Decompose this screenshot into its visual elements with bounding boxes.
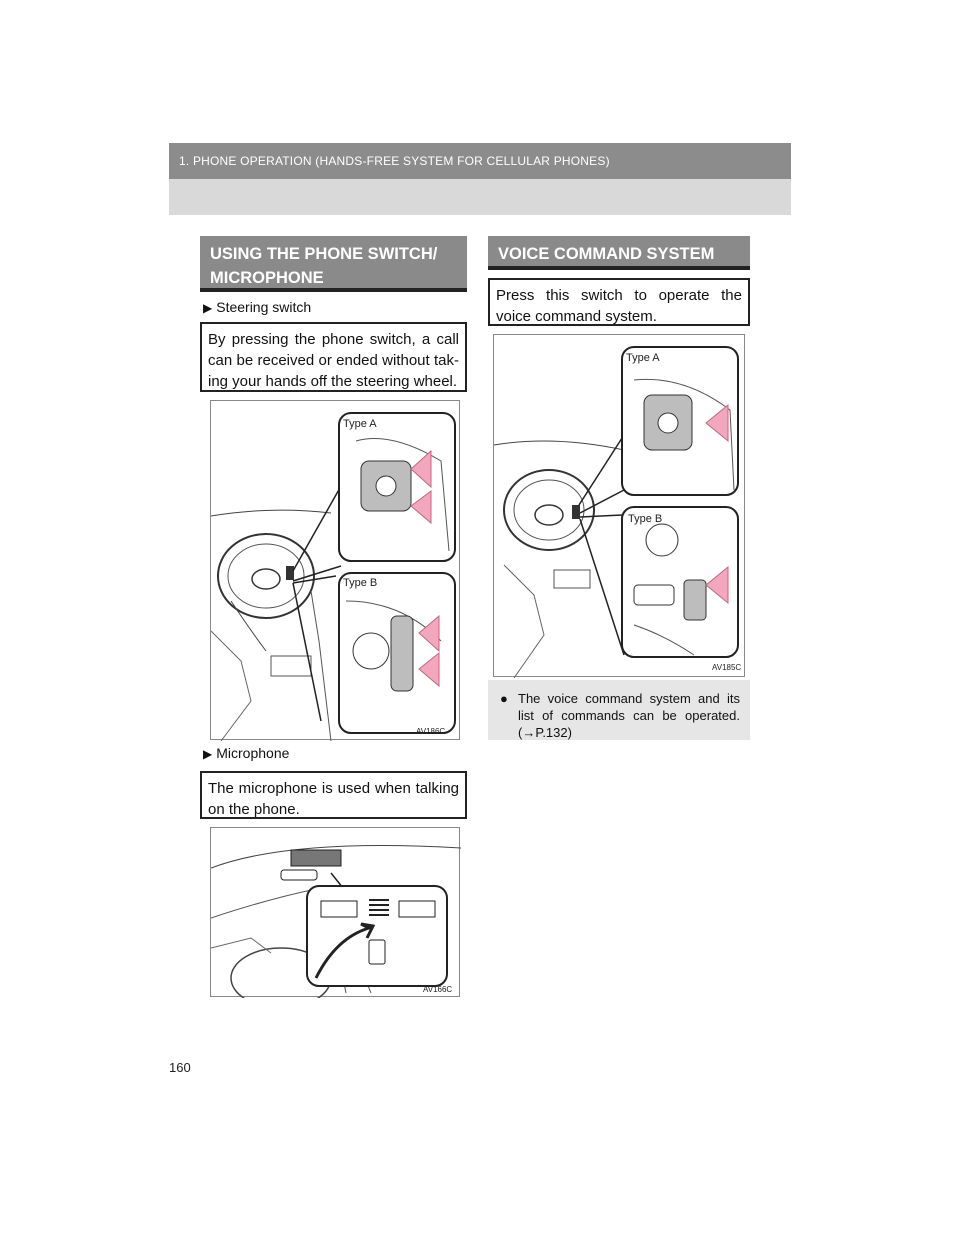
circle-bullet-icon: ● — [500, 691, 508, 706]
header-title: 1. PHONE OPERATION (HANDS-FREE SYSTEM FOR CELLULAR PHONES) — [179, 154, 610, 168]
steering-description-box: By pressing the phone switch, a call can be received or ended without tak-ing your hands off the steering wheel. — [200, 322, 467, 392]
type-b-label: Type B — [343, 577, 378, 589]
microphone-label: ▶ Microphone — [203, 745, 290, 761]
header-band — [169, 143, 791, 179]
voice-note-box: ● The voice command system and its list of commands can be operated. (→P.132) — [488, 680, 750, 740]
steering-switch-label: ▶ Steering switch — [203, 299, 312, 315]
steering-switch-illustration — [211, 401, 461, 741]
voice-switch-figure — [493, 334, 745, 677]
triangle-bullet-icon: ▶ — [203, 301, 213, 315]
steering-switch-figure — [210, 400, 460, 740]
type-b-label: Type B — [628, 513, 663, 525]
page-header — [169, 143, 791, 215]
voice-description-box: Press this switch to operate the voice command system. — [488, 278, 750, 326]
type-a-label: Type A — [343, 418, 377, 430]
figure-code: AV166C — [423, 985, 453, 994]
section-title-voice-command: VOICE COMMAND SYSTEM — [488, 236, 750, 270]
figure-code: AV186C — [416, 727, 446, 736]
triangle-bullet-icon: ▶ — [203, 747, 213, 761]
voice-switch-illustration — [494, 335, 746, 678]
page-number: 160 — [169, 1060, 191, 1075]
microphone-illustration — [211, 828, 461, 998]
section-title-phone-switch: USING THE PHONE SWITCH/ MICROPHONE — [200, 236, 467, 292]
microphone-figure — [210, 827, 460, 997]
microphone-description-box: The microphone is used when talking on the phone. — [200, 771, 467, 819]
figure-code: AV185C — [712, 663, 742, 672]
type-a-label: Type A — [626, 352, 660, 364]
